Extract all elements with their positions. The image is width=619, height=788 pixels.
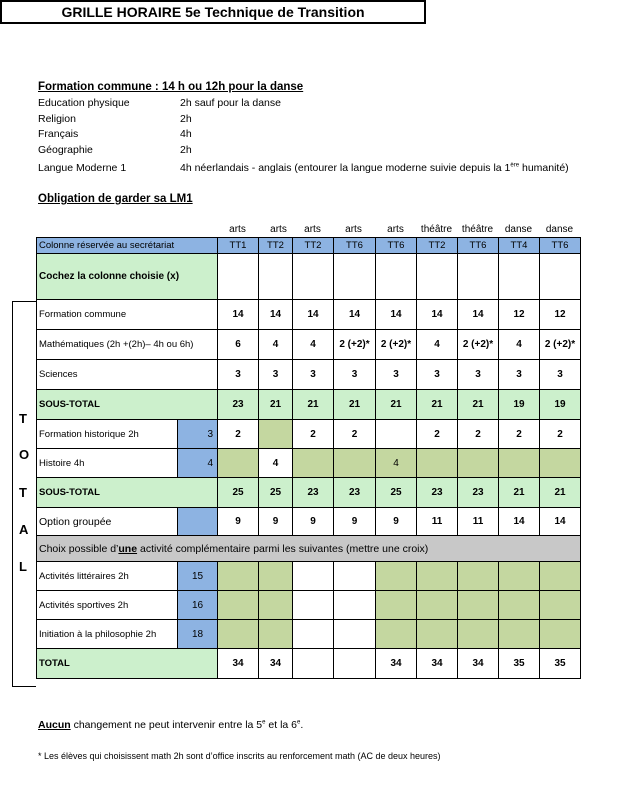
activity-label: Activités sportives 2h <box>37 591 178 620</box>
cell: 3 <box>218 360 259 390</box>
subtotal-row <box>37 390 581 420</box>
cell: 34 <box>458 649 499 679</box>
cell <box>376 562 417 591</box>
col-top-4: arts <box>345 224 362 235</box>
cell: 4 <box>259 449 293 478</box>
cell <box>540 591 581 620</box>
cell: 3 <box>417 360 458 390</box>
cochez-row <box>37 254 581 300</box>
cell: 4 <box>417 330 458 360</box>
row-label: Formation commune <box>37 300 218 330</box>
fc-value-religion: 2h <box>180 113 192 125</box>
cell <box>417 620 458 649</box>
formation-commune-heading: Formation commune : 14 h ou 12h pour la danse <box>38 81 304 93</box>
page-title: GRILLE HORAIRE 5e Technique de Transition <box>0 0 426 24</box>
cell <box>218 591 259 620</box>
table-row <box>37 449 581 478</box>
select-cell-4[interactable] <box>334 254 376 300</box>
cell: 34 <box>376 649 417 679</box>
footer-line-2: * Les élèves qui choisissent math 2h sont d’office inscrits au renforcement math (AC de deux heures) <box>38 751 441 761</box>
check-cell[interactable] <box>334 562 376 591</box>
cell <box>458 591 499 620</box>
select-cell-6[interactable] <box>417 254 458 300</box>
cell: 19 <box>499 390 540 420</box>
cell: 14 <box>259 300 293 330</box>
cell: 4 <box>293 330 334 360</box>
col-top-1: arts <box>229 224 246 235</box>
cell: 11 <box>417 508 458 536</box>
subtotal-row <box>37 478 581 508</box>
cell: 3 <box>499 360 540 390</box>
cell <box>499 591 540 620</box>
cell: 23 <box>334 478 376 508</box>
obligation-heading: Obligation de garder sa LM1 <box>38 193 193 205</box>
cell: 2 <box>334 420 376 449</box>
check-cell[interactable] <box>293 562 334 591</box>
cell: 34 <box>417 649 458 679</box>
table-row <box>37 420 581 449</box>
col-code-3: TT2 <box>293 238 334 254</box>
activity-label: Initiation à la philosophie 2h <box>37 620 178 649</box>
fc-value-langue: 4h néerlandais - anglais (entourer la langue moderne suivie depuis la 1ère humanité) <box>180 162 569 174</box>
fc-value-francais: 4h <box>180 128 192 140</box>
cell: 14 <box>458 300 499 330</box>
select-cell-2[interactable] <box>259 254 293 300</box>
cell: 2 (+2)* <box>458 330 499 360</box>
cell: 14 <box>334 300 376 330</box>
cell: 14 <box>293 300 334 330</box>
cell: 23 <box>417 478 458 508</box>
row-label: SOUS-TOTAL <box>37 478 218 508</box>
fc-value-edphys: 2h sauf pour la danse <box>180 97 281 109</box>
cell: 21 <box>293 390 334 420</box>
cell: 14 <box>499 508 540 536</box>
cell: 9 <box>293 508 334 536</box>
activity-row <box>37 620 581 649</box>
footer-line-1: Aucun changement ne peut intervenir entre la 5e et la 6e. <box>38 719 304 731</box>
col-code-5: TT6 <box>376 238 417 254</box>
cell: 2 (+2)* <box>376 330 417 360</box>
fc-value-geographie: 2h <box>180 144 192 156</box>
cell <box>259 591 293 620</box>
cell: 6 <box>218 330 259 360</box>
cell: 34 <box>259 649 293 679</box>
cell: 21 <box>376 390 417 420</box>
select-cell-1[interactable] <box>218 254 259 300</box>
select-cell-7[interactable] <box>458 254 499 300</box>
cell <box>218 562 259 591</box>
cell <box>540 562 581 591</box>
cell <box>293 449 334 478</box>
cell <box>218 620 259 649</box>
cell: 23 <box>458 478 499 508</box>
cell <box>499 562 540 591</box>
table-row <box>37 300 581 330</box>
cell <box>334 649 376 679</box>
total-letter-3: T <box>19 485 27 500</box>
cell: 4 <box>259 330 293 360</box>
cell <box>458 620 499 649</box>
secretariat-label: Colonne réservée au secrétariat <box>37 238 218 254</box>
choix-text: Choix possible d’une activité complémentaire parmi les suivantes (mettre une croix) <box>37 536 581 562</box>
cell <box>293 649 334 679</box>
activity-label: Activités littéraires 2h <box>37 562 178 591</box>
cell: 12 <box>499 300 540 330</box>
cochez-label: Cochez la colonne choisie (x) <box>37 254 218 300</box>
col-top-2: arts <box>270 224 287 235</box>
col-code-7: TT6 <box>458 238 499 254</box>
cell: 4 <box>499 330 540 360</box>
fc-label-langue: Langue Moderne 1 <box>38 162 127 174</box>
row-label: Sciences <box>37 360 218 390</box>
cell: 34 <box>218 649 259 679</box>
cell: 21 <box>458 390 499 420</box>
cell <box>540 620 581 649</box>
cell: 3 <box>540 360 581 390</box>
header-row <box>37 238 581 254</box>
check-cell[interactable] <box>334 620 376 649</box>
total-letter-5: L <box>19 559 27 574</box>
cell: 9 <box>259 508 293 536</box>
cell: 2 <box>218 420 259 449</box>
cell <box>259 620 293 649</box>
col-top-9: danse <box>545 224 574 235</box>
cell: 9 <box>218 508 259 536</box>
cell <box>218 449 259 478</box>
cell: 25 <box>218 478 259 508</box>
col-top-8: danse <box>504 224 533 235</box>
row-label: Mathématiques (2h +(2h)– 4h ou 6h) <box>37 330 218 360</box>
cell: 2 (+2)* <box>334 330 376 360</box>
total-letter-2: O <box>19 447 30 462</box>
cell: 19 <box>540 390 581 420</box>
cell: 21 <box>259 390 293 420</box>
col-code-1: TT1 <box>218 238 259 254</box>
select-cell-9[interactable] <box>540 254 581 300</box>
cell: 23 <box>218 390 259 420</box>
cell: 2 <box>417 420 458 449</box>
schedule-grid <box>36 237 581 679</box>
fc-label-francais: Français <box>38 128 79 140</box>
row-label: Formation historique 2h <box>37 420 178 449</box>
cell: 3 <box>293 360 334 390</box>
cell <box>259 420 293 449</box>
course-code: 18 <box>178 620 218 649</box>
course-code <box>178 508 218 536</box>
table-row <box>37 360 581 390</box>
cell: 11 <box>458 508 499 536</box>
total-letter-1: T <box>19 411 27 426</box>
fc-label-geographie: Géographie <box>38 144 93 156</box>
cell: 3 <box>458 360 499 390</box>
cell <box>417 562 458 591</box>
col-code-6: TT2 <box>417 238 458 254</box>
cell <box>334 449 376 478</box>
select-cell-8[interactable] <box>499 254 540 300</box>
col-top-3: arts <box>304 224 321 235</box>
cell: 21 <box>334 390 376 420</box>
cell <box>376 620 417 649</box>
activity-row <box>37 562 581 591</box>
check-cell[interactable] <box>293 591 334 620</box>
activity-row <box>37 591 581 620</box>
total-row <box>37 649 581 679</box>
col-code-8: TT4 <box>499 238 540 254</box>
cell <box>458 562 499 591</box>
cell <box>499 620 540 649</box>
select-cell-5[interactable] <box>376 254 417 300</box>
col-top-5: arts <box>387 224 404 235</box>
cell: 2 <box>293 420 334 449</box>
cell: 2 <box>540 420 581 449</box>
cell: 21 <box>540 478 581 508</box>
cell: 9 <box>376 508 417 536</box>
cell <box>499 449 540 478</box>
cell: 35 <box>540 649 581 679</box>
cell: 3 <box>376 360 417 390</box>
row-label: TOTAL <box>37 649 218 679</box>
cell <box>376 591 417 620</box>
cell: 21 <box>417 390 458 420</box>
col-top-6: théâtre <box>420 224 453 235</box>
cell: 2 (+2)* <box>540 330 581 360</box>
cell <box>417 591 458 620</box>
cell <box>458 449 499 478</box>
cell: 2 <box>458 420 499 449</box>
course-code: 4 <box>178 449 218 478</box>
cell: 35 <box>499 649 540 679</box>
cell: 14 <box>376 300 417 330</box>
cell: 2 <box>499 420 540 449</box>
row-label: SOUS-TOTAL <box>37 390 218 420</box>
cell: 25 <box>376 478 417 508</box>
row-label: Option groupée <box>37 508 178 536</box>
cell: 3 <box>334 360 376 390</box>
course-code: 16 <box>178 591 218 620</box>
cell <box>540 449 581 478</box>
cell: 14 <box>218 300 259 330</box>
choix-row <box>37 536 581 562</box>
col-top-7: théâtre <box>461 224 494 235</box>
fc-label-religion: Religion <box>38 113 76 125</box>
cell: 21 <box>499 478 540 508</box>
check-cell[interactable] <box>334 591 376 620</box>
check-cell[interactable] <box>293 620 334 649</box>
table-row <box>37 330 581 360</box>
cell: 14 <box>417 300 458 330</box>
cell <box>417 449 458 478</box>
col-code-9: TT6 <box>540 238 581 254</box>
table-row <box>37 508 581 536</box>
fc-label-edphys: Education physique <box>38 97 130 109</box>
cell: 14 <box>540 508 581 536</box>
total-letter-4: A <box>19 522 29 537</box>
row-label: Histoire 4h <box>37 449 178 478</box>
select-cell-3[interactable] <box>293 254 334 300</box>
cell <box>259 562 293 591</box>
cell <box>376 420 417 449</box>
cell: 23 <box>293 478 334 508</box>
cell: 12 <box>540 300 581 330</box>
course-code: 3 <box>178 420 218 449</box>
cell: 9 <box>334 508 376 536</box>
col-code-2: TT2 <box>259 238 293 254</box>
cell: 4 <box>376 449 417 478</box>
cell: 3 <box>259 360 293 390</box>
course-code: 15 <box>178 562 218 591</box>
cell: 25 <box>259 478 293 508</box>
col-code-4: TT6 <box>334 238 376 254</box>
